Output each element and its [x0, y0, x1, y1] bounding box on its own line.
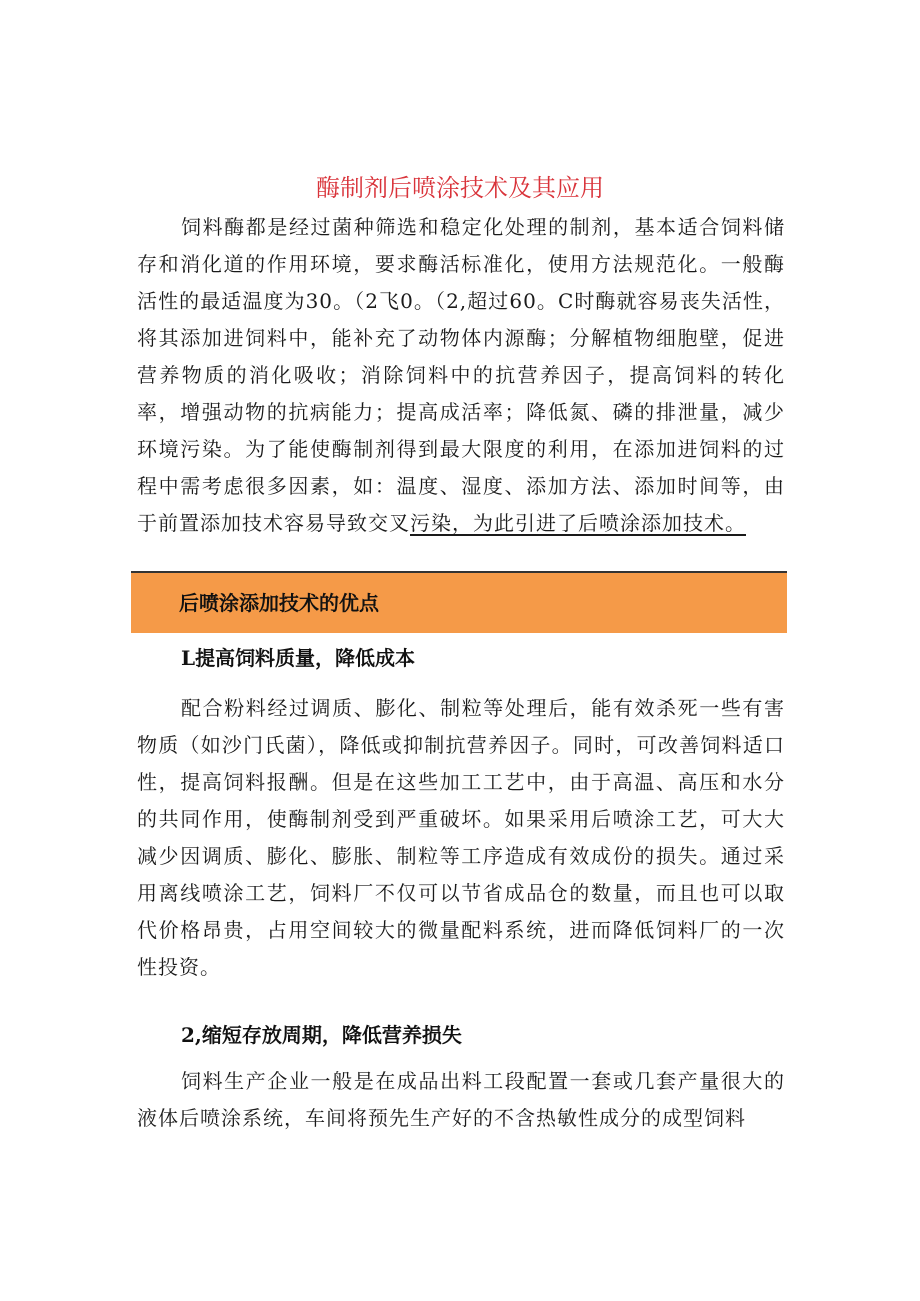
section-banner	[131, 571, 787, 633]
item2-heading: 2,缩短存放周期，降低营养损失	[181, 1023, 462, 1047]
section-heading: 后喷涂添加技术的优点	[179, 591, 379, 615]
intro-paragraph	[137, 209, 785, 542]
item2-paragraph: 饲料生产企业一般是在成品出料工段配置一套或几套产量很大的液体后喷涂系统，车间将预先生产好的不含热敏性成分的成型饲料	[137, 1069, 785, 1130]
intro-text: 饲料酶都是经过菌种筛选和稳定化处理的制剂，基本适合饲料储存和消化道的作用环境，要求酶活标准化，使用方法规范化。一般酶活性的最适温度为30。（2飞0。（2,超过60。C时酶就容易丧失活性，将其添加进饲料中，能补充了动物体内源酶；分解植物细胞壁，促进营养物质的消化吸收；消除饲料中的抗营养因子，提高饲料的转化率，增强动物的抗病能力；提高成活率；降低氮、磷的排泄量，减少环境污染。为了能使酶制剂得到最大限度的利用，在添加进饲料的过程中需考虑很多因素，如：温度、湿度、添加方法、添加时间等，由于前置添加技术容易导致交叉	[137, 215, 785, 535]
item1-paragraph: 配合粉料经过调质、膨化、制粒等处理后，能有效杀死一些有害物质（如沙门氏菌），降低或抑制抗营养因子。同时，可改善饲料适口性，提高饲料报酬。但是在这些加工工艺中，由于高温、高压和水分的共同作用，使酶制剂受到严重破坏。如果采用后喷涂工艺，可大大减少因调质、膨化、膨胀、制粒等工序造成有效成份的损失。通过采用离线喷涂工艺，饲料厂不仅可以节省成品仓的数量，而且也可以取代价格昂贵，占用空间较大的微量配料系统，进而降低饲料厂的一次性投资。	[137, 696, 785, 979]
intro-underlined-text: 污染，为此引进了后喷涂添加技术。	[410, 511, 746, 535]
item1-heading: L提高饲料质量，降低成本	[181, 646, 416, 670]
document-title: 酶制剂后喷涂技术及其应用	[316, 174, 604, 202]
